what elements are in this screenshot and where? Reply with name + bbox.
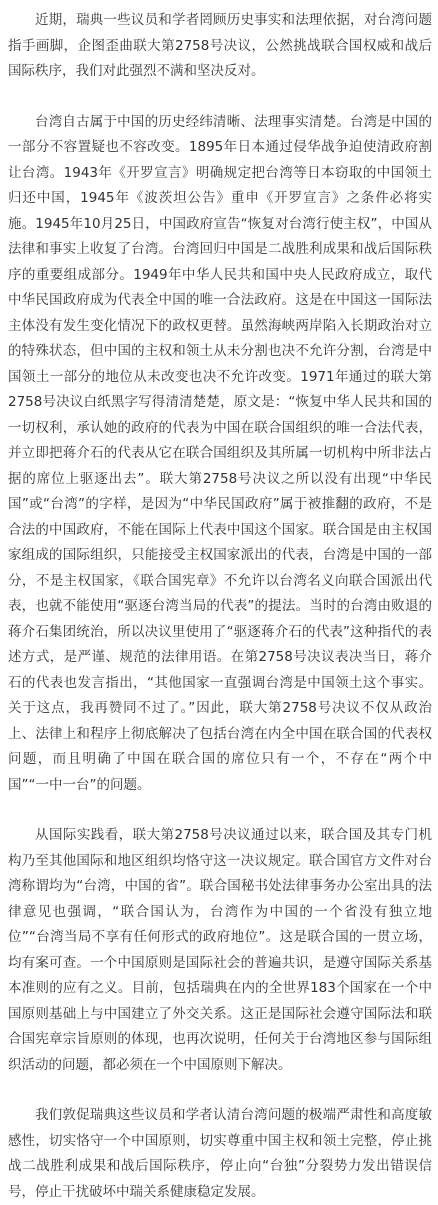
- paragraph-history: 台湾自古属于中国的历史经纬清晰、法理事实清楚。台湾是中国的一部分不容置疑也不容改变。1895年日本通过侵华战争迫使清政府割让台湾。1943年《开罗宣言》明确规定把台湾等日本窃取的中国领土归还中国，1945年《波茨坦公告》重申《开罗宣言》之条件必将实施。1945年10月25日，中国政府宣告“恢复对台湾行使主权”，中国从法律和事实上收复了台湾。台湾回归中国是二战胜利成果和战后国际秩序的重要组成部分。1949年中华人民共和国中央人民政府成立，取代中华民国政府成为代表全中国的唯一合法政府。这是在中国这一国际法主体没有发生变化情况下的政权更替。虽然海峡两岸陷入长期政治对立的特殊状态，但中国的主权和领土从未分割也决不允许分割，台湾是中国领土一部分的地位从未改变也决不允许改变。1971年通过的联大第2758号决议白纸黑字写得清清楚楚，原文是：“恢复中华人民共和国的一切权利，承认她的政府的代表为中国在联合国组织的唯一合法代表，并立即把蒋介石的代表从它在联合国组织及其所属一切机构中所非法占据的席位上驱逐出去”。联大第2758号决议之所以没有出现“中华民国”或“台湾”的字样，是因为“中华民国政府”属于被推翻的政府，不是合法的中国政府，不能在国际上代表中国这个国家。联合国是由主权国家组成的国际组织，只能接受主权国家派出的代表，台湾是中国的一部分，不是主权国家，《联合国宪章》不允许以台湾名义向联合国派出代表，也就不能使用“驱逐台湾当局的代表”的提法。当时的台湾由败退的蒋介石集团统治，所以决议里使用了“驱逐蒋介石的代表”这种指代的表述方式，是严谨、规范的法律用语。在第2758号决议表决当日，蒋介石的代表也发言指出，“其他国家一直强调台湾是中国领土这个事实。关于这点，我再赞同不过了。”因此，联大第2758号决议不仅从政治上、法律上和程序上彻底解决了包括台湾在内全中国在联合国的代表权问题，而且明确了中国在联合国的席位只有一个，不存在“两个中国”“一中一台”的问题。: [8, 113, 432, 793]
- paragraph-intro: 近期，瑞典一些议员和学者罔顾历史事实和法理依据，对台湾问题指手画脚，企图歪曲联大第2758号决议，公然挑战联合国权威和战后国际秩序，我们对此强烈不满和坚决反对。: [8, 12, 432, 79]
- paragraph-conclusion: 我们敦促瑞典这些议员和学者认清台湾问题的极端严肃性和高度敏感性，切实恪守一个中国原则，切实尊重中国主权和领土完整，停止挑战二战胜利成果和战后国际秩序，停止向“台独”分裂势力发出错误信号，停止干扰破坏中瑞关系健康稳定发展。: [8, 1107, 432, 1200]
- paragraph-international-practice: 从国际实践看，联大第2758号决议通过以来，联合国及其专门机构乃至其他国际和地区组织均恪守这一决议规定。联合国官方文件对台湾称谓均为“台湾，中国的省”。联合国秘书处法律事务办公室出具的法律意见也强调，“联合国认为，台湾作为中国的一个省没有独立地位”“台湾当局不享有任何形式的政府地位”。这是联合国的一贯立场，均有案可查。一个中国原则是国际社会的普遍共识，是遵守国际关系基本准则的应有之义。目前，包括瑞典在内的全世界183个国家在一个中国原则基础上与中国建立了外交关系。这正是国际社会遵守国际法和联合国宪章宗旨原则的体现，也再次说明，任何关于台湾地区参与国际组织活动的问题，都必须在一个中国原则下解决。: [8, 827, 432, 1073]
